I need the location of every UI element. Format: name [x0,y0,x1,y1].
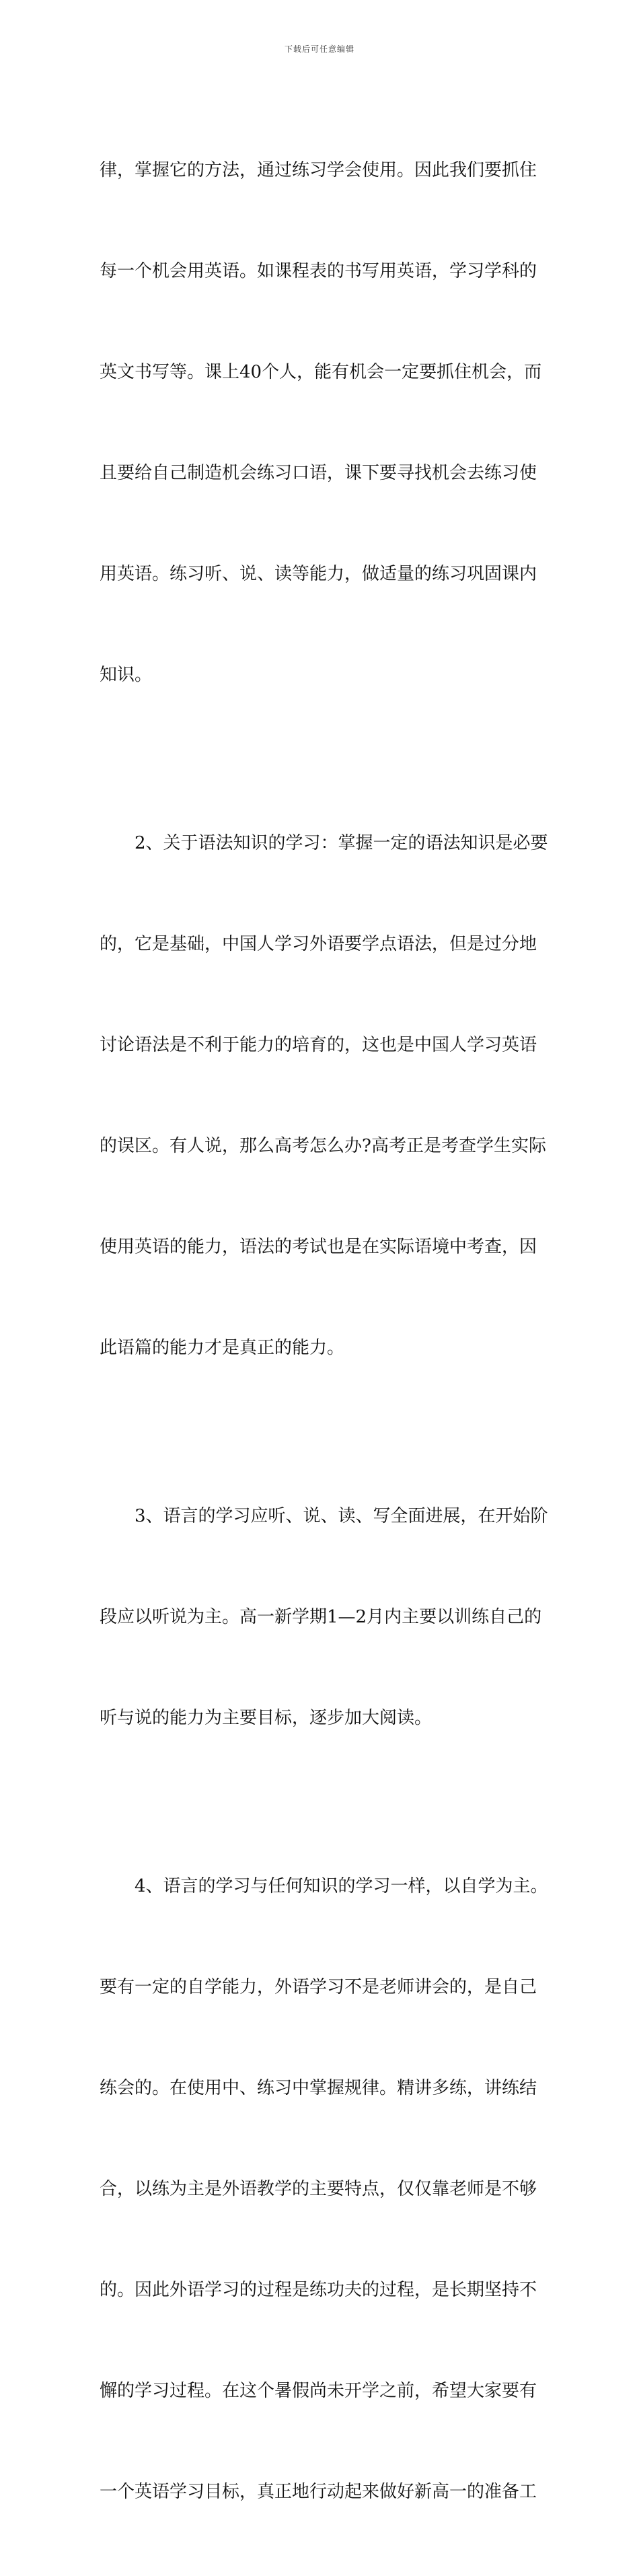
text-line: 此语篇的能力才是真正的能力。 [100,1338,345,1358]
text-line: 讨论语法是不利于能力的培育的，这也是中国人学习英语 [100,1035,537,1055]
paragraph-skills [100,1432,548,1802]
text-line: 2、关于语法知识的学习：掌握一定的语法知识是必要 [135,833,548,853]
text-line: 一个英语学习目标，真正地行动起来做好新高一的准备工 [100,2482,537,2502]
text-line: 练会的。在使用中、练习中掌握规律。精讲多练，讲练结 [100,2078,537,2098]
text-line: 要有一定的自学能力，外语学习不是老师讲会的，是自己 [100,1977,537,1997]
text-line: 懈的学习过程。在这个暑假尚未开学之前，希望大家要有 [100,2381,537,2401]
text-line: 每一个机会用英语。如课程表的书写用英语，学习学科的 [100,261,537,281]
text-line: 且要给自己制造机会练习口语，课下要寻找机会去练习使 [100,463,537,483]
text-line: 用英语。练习听、说、读等能力，做适量的练习巩固课内 [100,564,537,584]
text-line: 4、语言的学习与任何知识的学习一样，以自学为主。 [135,1876,548,1896]
text-line: 3、语言的学习应听、说、读、写全面进展，在开始阶 [135,1506,548,1526]
text-line: 听与说的能力为主要目标，逐步加大阅读。 [100,1708,433,1728]
paragraph-self-study [100,1802,548,2576]
text-line: 段应以听说为主。高一新学期1—2月内主要以训练自己的 [100,1607,542,1627]
text-line: 的误区。有人说，那么高考怎么办?高考正是考查学生实际 [100,1136,546,1156]
document-body [100,86,548,2576]
paragraph-continuation [100,86,545,759]
text-line: 合，以练为主是外语教学的主要特点，仅仅靠老师是不够 [100,2179,537,2199]
text-line: 律，掌握它的方法，通过练习学会使用。因此我们要抓住 [100,160,537,180]
text-line: 的。因此外语学习的过程是练功夫的过程，是长期坚持不 [100,2280,537,2300]
header-note: 下载后可任意编辑 [284,44,354,54]
text-line: 使用英语的能力，语法的考试也是在实际语境中考查，因 [100,1237,537,1257]
text-line: 英文书写等。课上40个人，能有机会一定要抓住机会，而 [100,362,542,382]
text-line: 的，它是基础，中国人学习外语要学点语法，但是过分地 [100,934,537,954]
text-line: 知识。 [100,665,153,685]
paragraph-grammar [100,759,548,1432]
